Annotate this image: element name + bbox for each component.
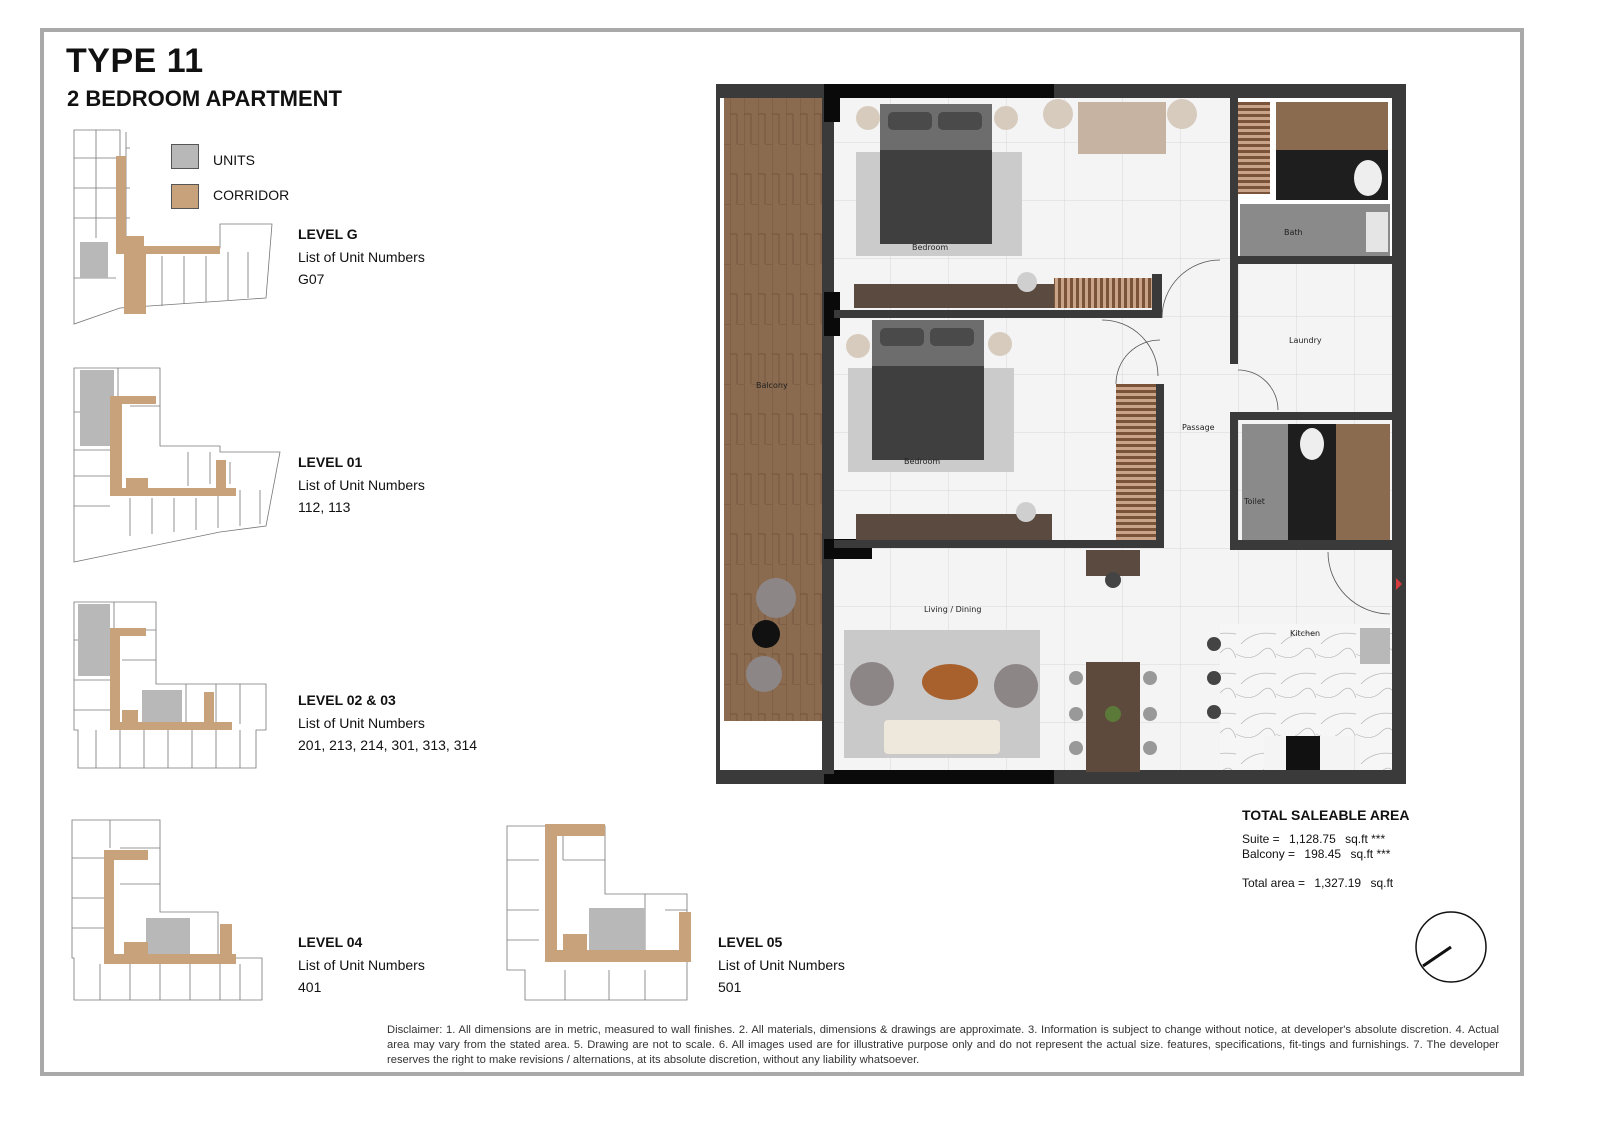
total-area-value: 1,327.19 — [1314, 876, 1362, 890]
suite-area-row — [1242, 832, 1385, 846]
suite-area-unit: sq.ft *** — [1345, 832, 1386, 846]
keyplan-level-g — [70, 128, 275, 328]
unit-list-label: List of Unit Numbers — [298, 956, 425, 973]
unit-list-label: List of Unit Numbers — [718, 956, 845, 973]
balcony-area-label: Balcony = — [1242, 847, 1296, 861]
unit-numbers: 501 — [718, 979, 742, 995]
room-label-bath: Bath — [1284, 228, 1303, 237]
unit-list-label: List of Unit Numbers — [298, 714, 425, 731]
suite-area-value: 1,128.75 — [1289, 832, 1336, 846]
level-name: LEVEL 05 — [718, 934, 783, 950]
room-label-living-dining: Living / Dining — [924, 605, 982, 614]
floor-plan — [716, 84, 1406, 786]
keyplan-level-01 — [70, 366, 290, 566]
keyplan-level-02-03 — [70, 600, 275, 772]
unit-numbers: 112, 113 — [298, 499, 351, 515]
balcony-area-row — [1242, 847, 1390, 861]
level-name: LEVEL 04 — [298, 934, 363, 950]
unit-numbers: 401 — [298, 979, 322, 995]
room-label-passage: Passage — [1182, 423, 1215, 432]
compass-icon — [1413, 909, 1489, 985]
unit-numbers: 201, 213, 214, 301, 313, 314 — [298, 737, 478, 753]
level-name: LEVEL 01 — [298, 454, 363, 470]
balcony-area-unit: sq.ft *** — [1350, 847, 1391, 861]
room-label-toilet: Toilet — [1244, 497, 1265, 506]
total-area-label: Total area = — [1242, 876, 1306, 890]
unit-numbers: G07 — [298, 271, 325, 287]
total-area-unit: sq.ft — [1370, 876, 1394, 890]
level-02-03-info — [298, 689, 477, 757]
level-name: LEVEL 02 & 03 — [298, 692, 396, 708]
corridor-legend-label: CORRIDOR — [213, 187, 290, 203]
room-label-bedroom-2: Bedroom — [904, 457, 941, 466]
level-05-info — [718, 931, 845, 999]
keyplan-level-04 — [70, 818, 270, 1004]
keyplan-level-05 — [505, 820, 695, 1004]
page-subtitle: 2 BEDROOM APARTMENT — [67, 86, 342, 111]
room-label-laundry: Laundry — [1289, 336, 1322, 345]
room-label-bedroom-1: Bedroom — [912, 243, 949, 252]
unit-list-label: List of Unit Numbers — [298, 248, 425, 265]
level-g-info — [298, 223, 425, 291]
units-legend-label: UNITS — [213, 152, 255, 168]
room-label-kitchen: Kitchen — [1290, 629, 1321, 638]
suite-area-label: Suite = — [1242, 832, 1280, 846]
total-area-row — [1242, 876, 1393, 890]
page-title: TYPE 11 — [66, 42, 204, 80]
level-name: LEVEL G — [298, 226, 358, 242]
disclaimer-text: Disclaimer: 1. All dimensions are in metric, measured to wall finishes. 2. All materials, dimensions & drawings are approximate. 3. Information is subject to change without notice, at developer's absolute discretion. 4. Actual area may vary from the stated area. 5. Drawing are not to scale. 6. All images used are for illustrative purpose only and do not represent the actual size. features, specifications, fit-tings and furnishings. 7. The developer reserves the right to make revisions / alternations, at its absolute discretion, without any liability whatsoever. — [387, 1024, 1499, 1066]
level-01-info — [298, 451, 425, 519]
level-04-info — [298, 931, 425, 999]
unit-list-label: List of Unit Numbers — [298, 476, 425, 493]
total-saleable-area-title: TOTAL SALEABLE AREA — [1242, 807, 1410, 823]
balcony-area-value: 198.45 — [1304, 847, 1342, 861]
room-label-balcony: Balcony — [756, 381, 788, 390]
